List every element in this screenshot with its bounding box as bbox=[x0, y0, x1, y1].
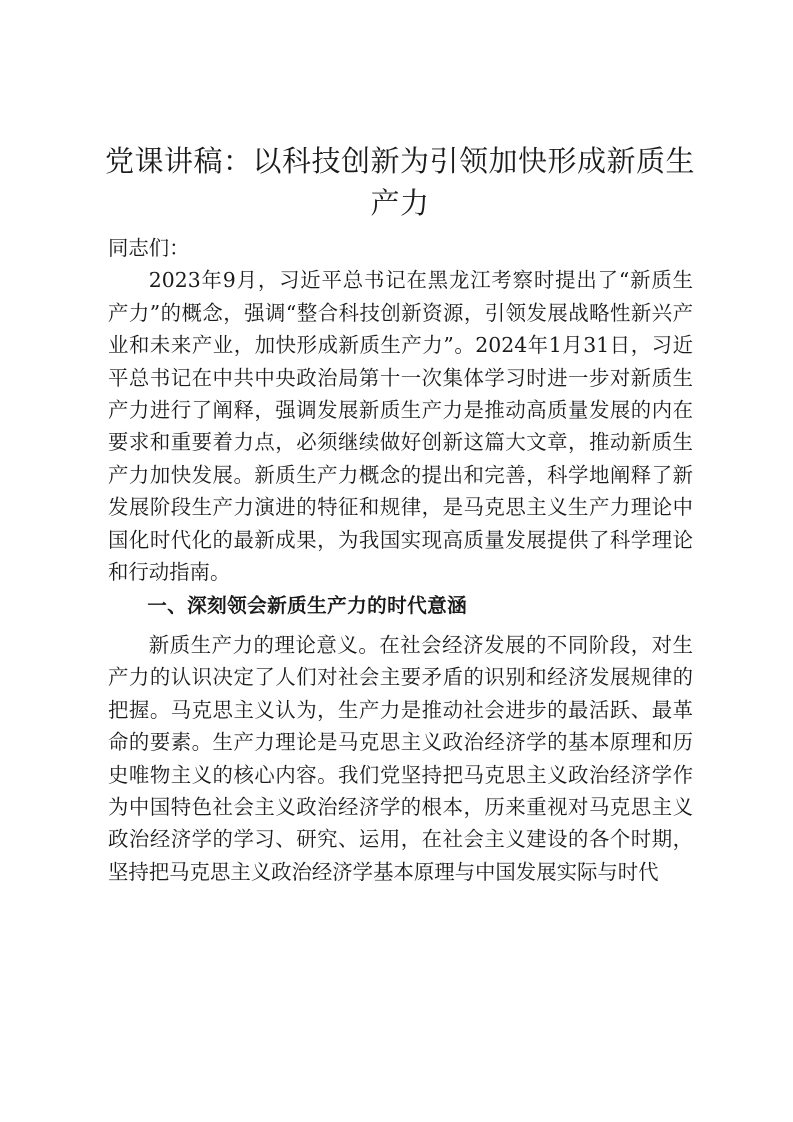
intro-paragraph: 2023年9月，习近平总书记在黑龙江考察时提出了“新质生产力”的概念，强调“整合科技创新资源，引领发展战略性新兴产业和未来产业，加快形成新质生产力”。2024年1月31日，习近平总书记在中共中央政治局第十一次集体学习时进一步对新质生产力进行了阐释，强调发展新质生产力是推动高质量发展的内在要求和重要着力点，必须继续做好创新这篇大文章，推动新质生产力加快发展。新质生产力概念的提出和完善，科学地阐释了新发展阶段生产力演进的特征和规律，是马克思主义生产力理论中国化时代化的最新成果，为我国实现高质量发展提供了科学理论和行动指南。 bbox=[108, 268, 693, 585]
document-title: 党课讲稿：以科技创新为引领加快形成新质生产力 bbox=[104, 144, 695, 220]
salutation: 同志们： bbox=[108, 236, 190, 260]
theory-paragraph: 新质生产力的理论意义。在社会经济发展的不同阶段，对生产力的认识决定了人们对社会主要矛盾的识别和经济发展规律的把握。马克思主义认为，生产力是推动社会进步的最活跃、最革命的要素。生产力理论是马克思主义政治经济学的基本原理和历史唯物主义的核心内容。我们党坚持把马克思主义政治经济学作为中国特色社会主义政治经济学的根本，历来重视对马克思主义政治经济学的学习、研究、运用，在社会主义建设的各个时期，坚持把马克思主义政治经济学基本原理与中国发展实际与时代 bbox=[108, 632, 693, 884]
section-heading: 一、深刻领会新质生产力的时代意涵 bbox=[147, 594, 468, 618]
document-body bbox=[108, 232, 693, 888]
